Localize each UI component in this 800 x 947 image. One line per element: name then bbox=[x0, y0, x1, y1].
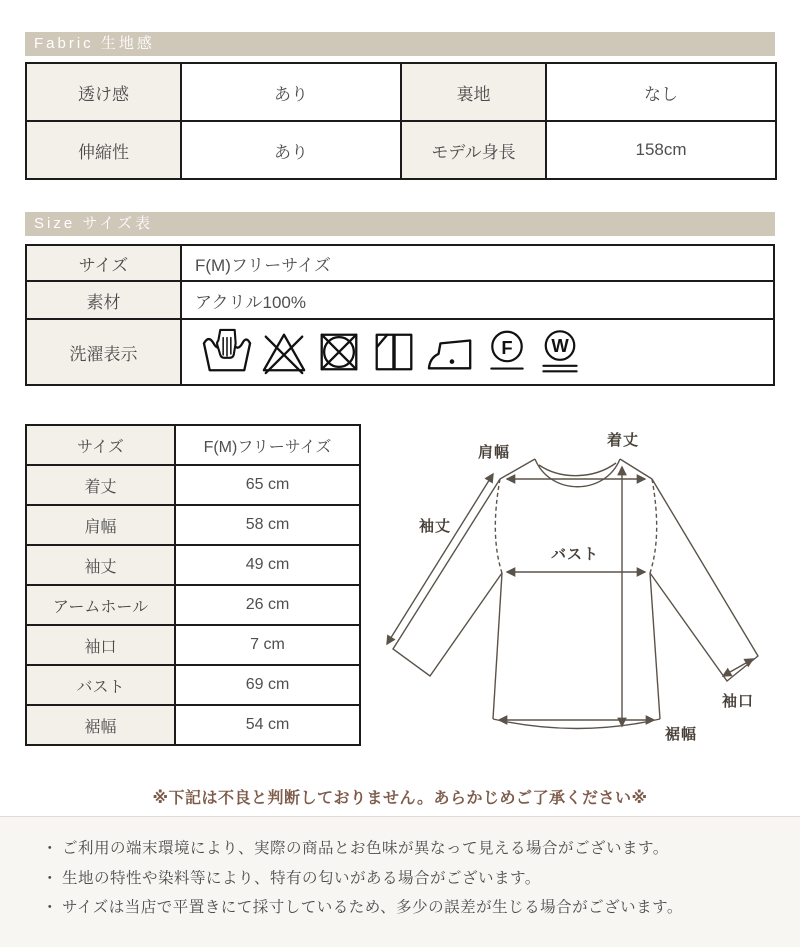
bullet-mark: ・ bbox=[42, 899, 59, 916]
disclaimer-text: 生地の特性や染料等により、特有の匂いがある場合がございます。 bbox=[62, 869, 541, 887]
diagram-label-cuff: 袖口 bbox=[721, 693, 755, 710]
fabric-label-stretch: 伸縮性 bbox=[26, 121, 181, 179]
dry-clean-F-icon bbox=[484, 327, 530, 377]
sleeve-length-arrow bbox=[387, 474, 493, 644]
fabric-value-lining: なし bbox=[546, 63, 776, 121]
fabric-label-sheerness: 透け感 bbox=[26, 63, 181, 121]
size-info-table bbox=[25, 244, 775, 386]
measurement-table bbox=[25, 424, 361, 746]
table-row bbox=[26, 63, 776, 121]
svg-text:F: F bbox=[501, 336, 513, 358]
measure-value-hem: 54 cm bbox=[175, 705, 360, 745]
disclaimer-item bbox=[42, 834, 780, 864]
measure-label-hem: 裾幅 bbox=[26, 705, 175, 745]
disclaimer-text: ご利用の端末環境により、実際の商品とお色味が異なって見える場合がございます。 bbox=[62, 840, 669, 857]
table-row bbox=[26, 319, 774, 385]
size-value: F(M)フリーサイズ bbox=[181, 245, 774, 281]
care-symbols-row bbox=[195, 327, 772, 377]
disclaimer-text: サイズは当店で平置きにて採寸しているため、多少の誤差が生じる場合がございます。 bbox=[62, 899, 683, 916]
do-not-tumble-dry-icon bbox=[315, 328, 363, 376]
bullet-mark: ・ bbox=[42, 869, 59, 887]
measure-label-shoulder: 肩幅 bbox=[26, 505, 175, 545]
material-label: 素材 bbox=[26, 281, 181, 319]
measure-value-cuff: 7 cm bbox=[175, 625, 360, 665]
care-symbols-label: 洗濯表示 bbox=[26, 319, 181, 385]
disclaimer-section bbox=[0, 816, 800, 947]
fabric-value-model-height: 158cm bbox=[546, 121, 776, 179]
measure-label-sleeve: 袖丈 bbox=[26, 545, 175, 585]
material-value: アクリル100% bbox=[181, 281, 774, 319]
measure-header-size: サイズ bbox=[26, 425, 175, 465]
disclaimer-title: ※下記は不良と判断しておりません。あらかじめご了承ください※ bbox=[152, 790, 648, 807]
measurement-section bbox=[25, 424, 775, 761]
table-row bbox=[26, 625, 360, 665]
table-row bbox=[26, 245, 774, 281]
measure-label-armhole: アームホール bbox=[26, 585, 175, 625]
table-row bbox=[26, 465, 360, 505]
svg-text:W: W bbox=[551, 335, 569, 356]
hang-dry-in-shade-icon bbox=[370, 328, 418, 376]
iron-low-heat-icon bbox=[425, 328, 477, 376]
do-not-bleach-icon bbox=[260, 328, 308, 376]
measure-value-length: 65 cm bbox=[175, 465, 360, 505]
measure-label-bust: バスト bbox=[26, 665, 175, 705]
diagram-label-bust: バスト bbox=[550, 546, 600, 563]
bullet-mark: ・ bbox=[42, 840, 59, 857]
table-row bbox=[26, 585, 360, 625]
measure-label-length: 着丈 bbox=[26, 465, 175, 505]
measure-label-cuff: 袖口 bbox=[26, 625, 175, 665]
fabric-table bbox=[25, 62, 777, 180]
table-row bbox=[26, 665, 360, 705]
table-row bbox=[26, 705, 360, 745]
wet-clean-W-icon bbox=[537, 327, 583, 377]
measure-value-armhole: 26 cm bbox=[175, 585, 360, 625]
diagram-label-length: 着丈 bbox=[606, 432, 640, 449]
fabric-section-header: Fabric 生地感 bbox=[25, 32, 775, 56]
garment-measurement-diagram bbox=[375, 426, 775, 761]
measure-value-shoulder: 58 cm bbox=[175, 505, 360, 545]
table-row bbox=[26, 121, 776, 179]
fabric-label-model-height: モデル身長 bbox=[401, 121, 546, 179]
disclaimer-item bbox=[42, 893, 780, 923]
diagram-label-hem: 裾幅 bbox=[665, 726, 698, 743]
cuff-arrow bbox=[723, 659, 753, 676]
fabric-value-stretch: あり bbox=[181, 121, 401, 179]
measure-value-sleeve: 49 cm bbox=[175, 545, 360, 585]
diagram-label-sleeve: 袖丈 bbox=[418, 518, 452, 535]
table-row bbox=[26, 505, 360, 545]
size-label: サイズ bbox=[26, 245, 181, 281]
hand-wash-icon bbox=[201, 328, 253, 376]
size-section-header: Size サイズ表 bbox=[25, 212, 775, 236]
table-row bbox=[26, 425, 360, 465]
table-row bbox=[26, 281, 774, 319]
diagram-label-shoulder: 肩幅 bbox=[477, 444, 511, 461]
measure-header-value: F(M)フリーサイズ bbox=[175, 425, 360, 465]
table-row bbox=[26, 545, 360, 585]
fabric-label-lining: 裏地 bbox=[401, 63, 546, 121]
disclaimer-item bbox=[42, 864, 780, 894]
fabric-value-sheerness: あり bbox=[181, 63, 401, 121]
measure-value-bust: 69 cm bbox=[175, 665, 360, 705]
